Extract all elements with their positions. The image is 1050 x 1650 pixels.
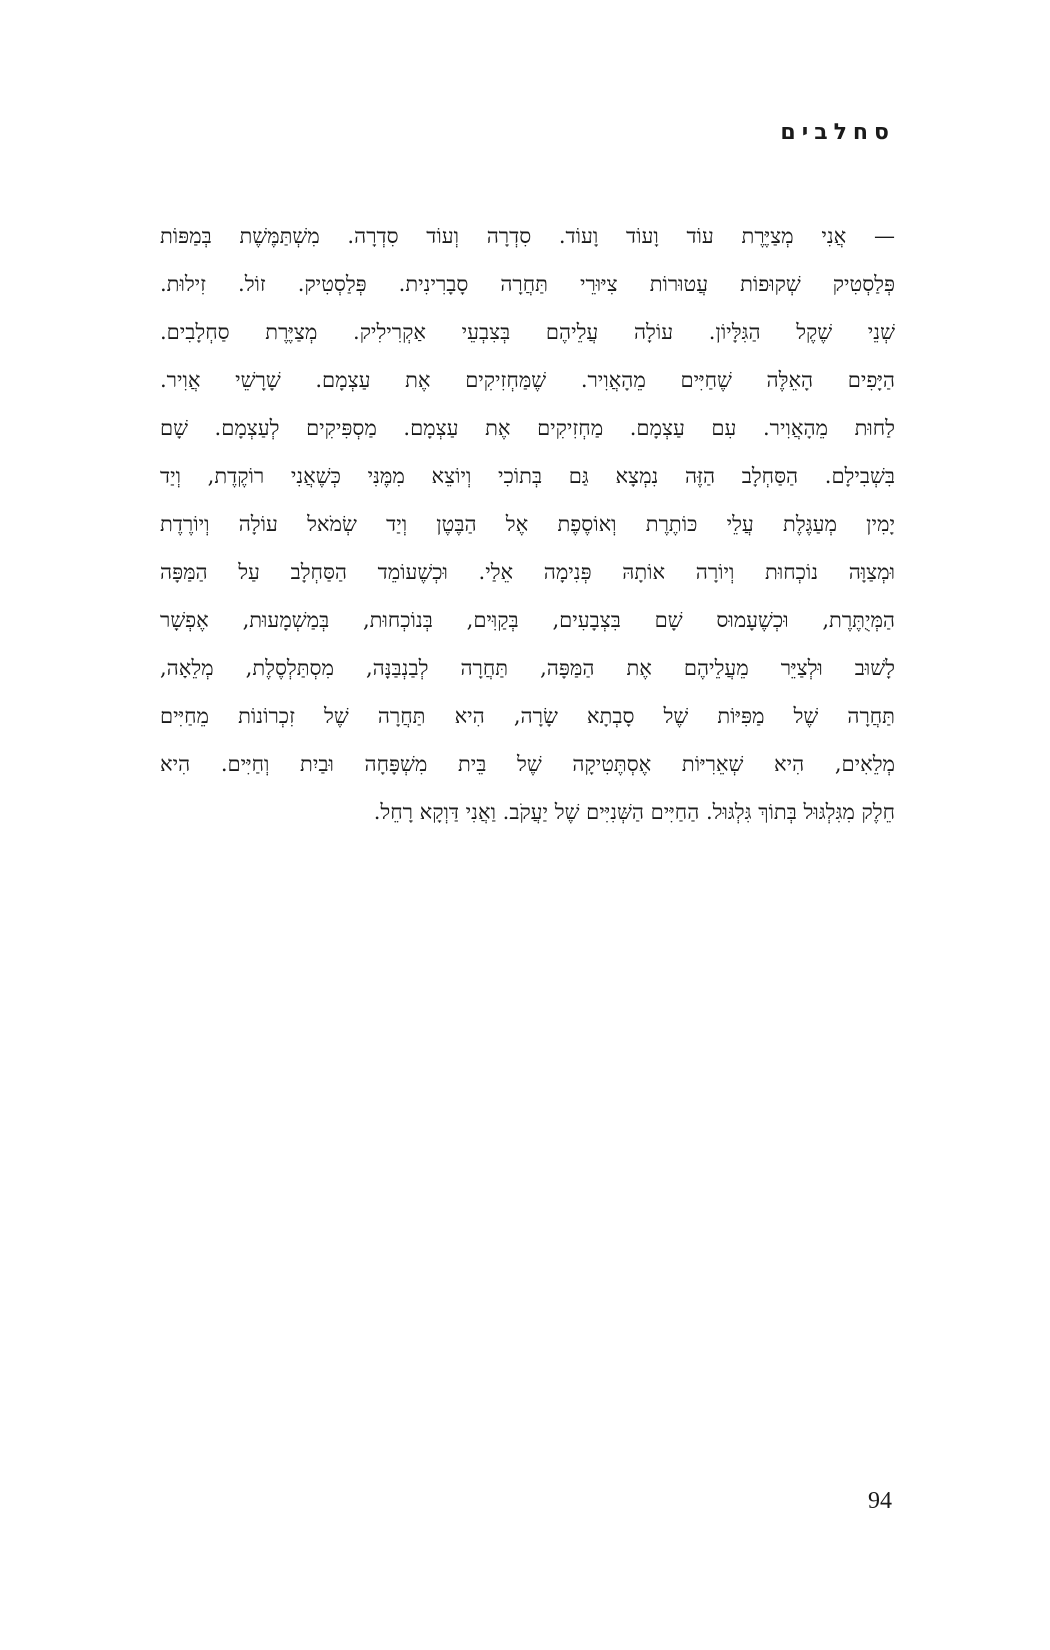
paragraph-line: לַחוּת מֵהָאֲוִיר. עִם עַצְמָם. מַחְזִיקִים אֶת עַצְמָם. מַסְפִּיקִים לְעַצְמָם. שָׁם: [160, 416, 895, 440]
paragraph-line: בִּשְׁבִילָם. הַסַּחְלָב הַזֶּה נִמְצָא גַּם בְּתוֹכִי וְיוֹצֵא מִמֶּנִּי כְּשֶׁאֲנִי רוֹקֶדֶת, וְיַד: [160, 464, 895, 488]
paragraph-line: חֵלֶק מִגִּלְגּוּל בְּתוֹךְ גִּלְגּוּל. הַחַיִּים הַשְּׁנִיִּים שֶׁל יַעֲקֹב. וַאֲנִי דַּוְקָא רָחֵל.: [373, 800, 895, 824]
paragraph-line: לָשׁוּב וּלְצַיֵּר מֵעֲלֵיהֶם אֶת הַמַּפָּה, תַּחֲרָה לְבַנְבַּנָּה, מִסְתַּלְסֶלֶת, מְלֵאָה,: [160, 656, 895, 680]
paragraph-line: יָמִין מְעַגֶּלֶת עֲלֵי כּוֹתֶרֶת וְאוֹסֶפֶת אֶל הַבֶּטֶן וְיַד שְׂמֹאל עוֹלָה וְיוֹרֶדֶת: [160, 512, 895, 536]
paragraph-line: מְלֵאִים, הִיא שְׁאֵרִיּוֹת אֶסְתֶּטִיקָה שֶׁל בֵּית מִשְׁפָּחָה וּבַיִת וְחַיִּים. הִיא: [160, 752, 895, 776]
paragraph-line: פְּלַסְטִיק שְׁקוּפוֹת עֲטוּרוֹת צִיּוּרֵי תַּחֲרָה סָבָרִינִית. פְּלַסְטִיק. זוֹל. זִילוּת.: [160, 272, 895, 296]
paragraph-line: שְׁנֵי שֶׁקֶל הַגִּלָּיוֹן. עוֹלָה עֲלֵיהֶם בְּצִבְעֵי אַקְרִילִיק. מְצַיֶּרֶת סַחְלָבִים.: [160, 320, 895, 344]
paragraph-line: הַיָּפִים הָאֵלֶּה שֶׁחַיִּים מֵהָאֲוִיר. שֶׁמַּחְזִיקִים אֶת עַצְמָם. שָׁרָשֵׁי אֲוִיר.: [160, 368, 895, 392]
paragraph-line: תַּחֲרָה שֶׁל מַפִּיּוֹת שֶׁל סָבְתָא שָׂרָה, הִיא תַּחֲרָה שֶׁל זִכְרוֹנוֹת מֵחַיִּים: [160, 704, 895, 728]
paragraph-line: הַמְּיֻתֶּרֶת, וּכְשֶׁעָמוּס שָׁם בִּצְבָעִים, בְּקַוִּים, בְּנוֹכְחוּת, בְּמַשְׁמָעוּת, אֶפְשָׁר: [160, 608, 895, 632]
chapter-title: סחלבים: [780, 120, 895, 145]
body-paragraph: [160, 212, 895, 836]
paragraph-line: וּמְצַוָּה נוֹכְחוּת וְיוֹרָה אוֹתָהּ פְּנִימָה אֵלַי. וּכְשֶׁעוֹמֵד הַסַּחְלָב עַל הַמַּפָּה: [160, 560, 895, 584]
paragraph-line: — אֲנִי מְצַיֶּרֶת עוֹד וָעוֹד וָעוֹד. סִדְרָה וְעוֹד סִדְרָה. מִשְׁתַּמֶּשֶׁת בְּמַפּוֹת: [160, 224, 895, 248]
page-number: 94: [868, 1488, 892, 1514]
